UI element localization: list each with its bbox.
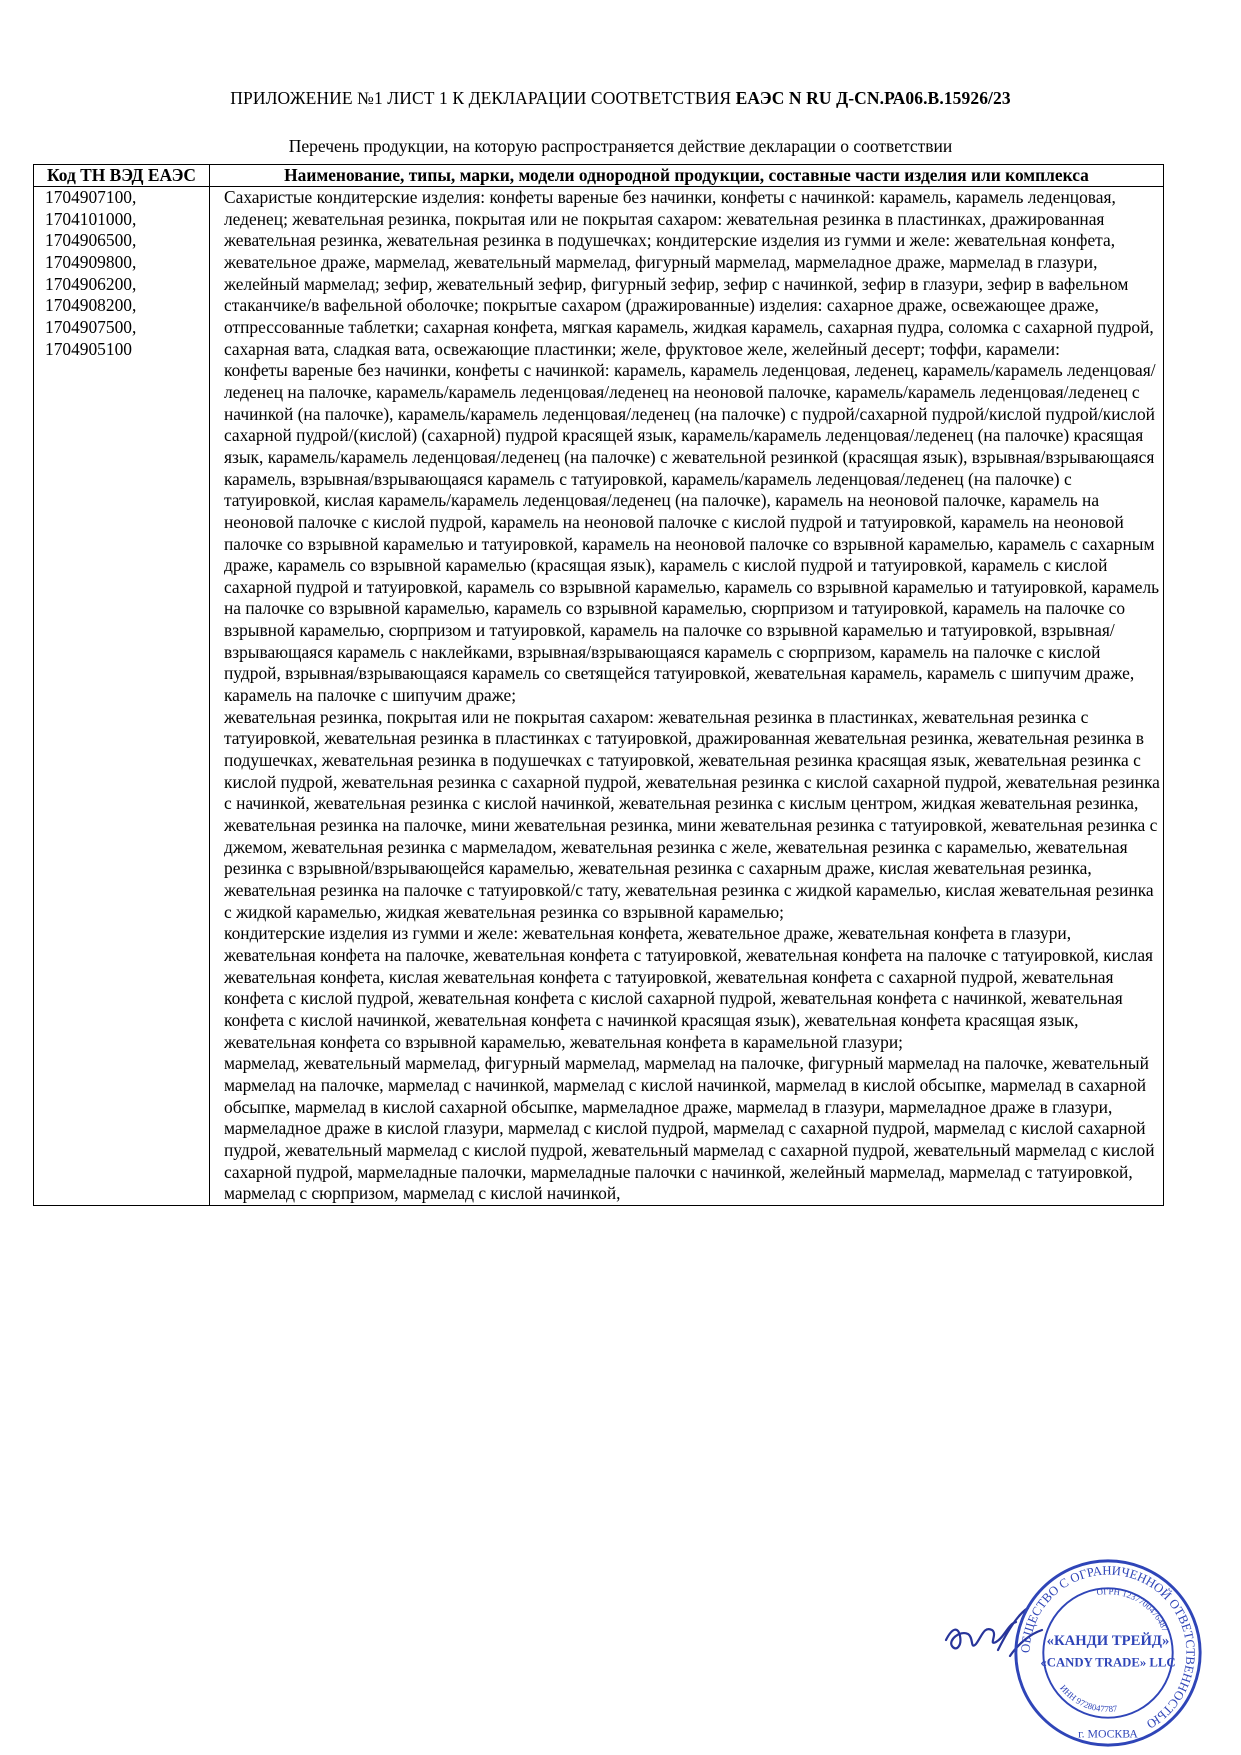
code-item: 1704907500, — [45, 316, 137, 337]
code-item: 1704909800, — [45, 251, 137, 272]
code-item: 1704101000, — [45, 208, 137, 229]
description-cell — [210, 187, 1164, 1206]
page-title — [0, 88, 1241, 109]
title-regular: ПРИЛОЖЕНИЕ №1 ЛИСТ 1 К ДЕКЛАРАЦИИ СООТВЕТСТВИЯ — [230, 88, 736, 108]
description-paragraph: Сахаристые кондитерские изделия: конфеты вареные без начинки, конфеты с начинкой: карамель, карамель леденцовая, леденец; жевательная резинка, покрытая или не покрытая сахаром: жевательная резинка в пластинках, дражированная жевательная резинка, жевательная резинка в подушечках; кондитерские изделия из гумми и желе: жевательная конфета, жевательное драже, мармелад, жевательный мармелад, фигурный мармелад, мармеладное драже, мармелад в глазури, желейный мармелад; зефир, жевательный зефир, фигурный зефир, зефир с начинкой, зефир в глазури, зефир в вафельном стаканчике/в вафельной оболочке; покрытые сахаром (дражированные) изделия: сахарное драже, освежающее драже, отпрессованные таблетки; сахарная конфета, мягкая карамель, жидкая карамель, сахарная пудра, соломка с сахарной пудрой, сахарная вата, сладкая вата, освежающие пластинки; желе, фруктовое желе, желейный десерт; тоффи, карамели: — [224, 187, 1154, 359]
code-item: 1704906500, — [45, 230, 137, 251]
table-row — [34, 187, 1164, 1206]
product-table — [33, 164, 1164, 1206]
stamp-ring-text: ОБЩЕСТВО С ОГРАНИЧЕННОЙ ОТВЕТСТВЕННОСТЬЮ — [1018, 1563, 1198, 1732]
stamp-name-ru: «КАНДИ ТРЕЙД» — [1046, 1633, 1170, 1650]
company-stamp — [1010, 1555, 1206, 1751]
col-header-name: Наименование, типы, марки, модели однородной продукции, составные части изделия или комплекса — [210, 165, 1164, 187]
stamp-name-en: «CANDY TRADE» LLC — [1040, 1655, 1176, 1670]
code-item: 1704906200, — [45, 273, 137, 294]
table-header-row — [34, 165, 1164, 187]
stamp-ogrn: ОГРН 1237700476487 — [1095, 1586, 1171, 1634]
code-item: 1704907100, — [45, 187, 137, 207]
code-item: 1704905100 — [45, 338, 132, 359]
stamp-city: г. МОСКВА — [1078, 1727, 1138, 1741]
description-paragraph: мармелад, жевательный мармелад, фигурный мармелад, мармелад на палочке, фигурный мармелад на палочке, жевательный мармелад на палочке, мармелад с начинкой, мармелад с кислой начинкой, мармелад в кислой обсыпке, мармелад в сахарной обсыпке, мармелад в кислой сахарной обсыпке, мармеладное драже, мармелад в глазури, мармеладное драже в глазури, мармеладное драже в кислой глазури, мармелад с кислой пудрой, мармелад с сахарной пудрой, мармелад с кислой сахарной пудрой, жевательный мармелад с кислой пудрой, жевательный мармелад с сахарной пудрой, жевательный мармелад с кислой сахарной пудрой, мармеладные палочки, мармеладные палочки с начинкой, желейный мармелад, мармелад с татуировкой, мармелад с сюрпризом, мармелад с кислой начинкой, — [224, 1053, 1155, 1204]
description-paragraph: конфеты вареные без начинки, конфеты с начинкой: карамель, карамель леденцовая, леденец, карамель/карамель леденцовая/леденец на палочке, карамель/карамель леденцовая/леденец на неоновой палочке, карамель/карамель леденцовая/леденец с начинкой (на палочке), карамель/карамель леденцовая/леденец (на палочке) с пудрой/сахарной пудрой/кислой пудрой/кислой сахарной пудрой/(кислой) (сахарной) пудрой красящей язык, карамель/карамель леденцовая/леденец (на палочке) красящая язык, карамель/карамель леденцовая/леденец (на палочке) с жевательной резинкой (красящая язык), взрывная/взрывающаяся карамель, взрывная/взрывающаяся карамель с татуировкой, карамель/карамель леденцовая/леденец (на палочке) с татуировкой, кислая карамель/карамель леденцовая/леденец (на палочке), карамель на неоновой палочке, карамель на неоновой палочке с кислой пудрой, карамель на неоновой палочке с кислой пудрой и татуировкой, карамель на неоновой палочке со взрывной карамелью и татуировкой, карамель на неоновой палочке со взрывной карамелью, карамель с сахарным драже, карамель со взрывной карамелью (красящая язык), карамель с кислой пудрой и татуировкой, карамель с кислой сахарной пудрой и татуировкой, карамель со взрывной карамелью, карамель со взрывной карамелью и татуировкой, карамель на палочке со взрывной карамелью, карамель со взрывной карамелью, сюрпризом и татуировкой, карамель на палочке со взрывной карамелью, сюрпризом и татуировкой, карамель на палочке со взрывной карамелью и татуировкой, взрывная/взрывающаяся карамель с наклейками, взрывная/взрывающаяся карамель с сюрпризом, карамель на палочке с кислой пудрой, взрывная/взрывающаяся карамель со светящейся татуировкой, жевательная карамель, карамель с шипучим драже, карамель на палочке с шипучим драже; — [224, 360, 1160, 706]
declaration-number: ЕАЭС N RU Д-CN.РА06.В.15926/23 — [735, 88, 1011, 108]
code-item: 1704908200, — [45, 295, 137, 316]
stamp-inn: ИНН 9728047787 — [1058, 1682, 1118, 1714]
description-paragraph: жевательная резинка, покрытая или не покрытая сахаром: жевательная резинка в пластинках, жевательная резинка с татуировкой, жевательная резинка в пластинках с татуировкой, дражированная жевательная резинка, жевательная резинка в подушечках, жевательная резинка в подушечках с татуировкой, жевательная резинка красящая язык, жевательная резинка с кислой пудрой, жевательная резинка с сахарной пудрой, жевательная резинка с кислой сахарной пудрой, жевательная резинка с начинкой, жевательная резинка с кислой начинкой, жевательная резинка с кислым центром, жидкая жевательная резинка, жевательная резинка на палочке, мини жевательная резинка, мини жевательная резинка с татуировкой, жевательная резинка с джемом, жевательная резинка с мармеладом, жевательная резинка с желе, жевательная резинка с карамелью, жевательная резинка с взрывной/взрывающейся карамелью, жевательная резинка с сахарным драже, кислая жевательная резинка, жевательная резинка на палочке с татуировкой/с тату, жевательная резинка с жидкой карамелью, кислая жевательная резинка с жидкой карамелью, жидкая жевательная резинка со взрывной карамелью; — [224, 706, 1160, 922]
page-subtitle: Перечень продукции, на которую распространяется действие декларации о соответствии — [288, 136, 953, 156]
code-cell — [34, 187, 210, 1206]
col-header-code: Код ТН ВЭД ЕАЭС — [34, 165, 210, 187]
description-paragraph: кондитерские изделия из гумми и желе: жевательная конфета, жевательное драже, жевательная конфета в глазури, жевательная конфета на палочке, жевательная конфета с татуировкой, жевательная конфета на палочке с татуировкой, кислая жевательная конфета, кислая жевательная конфета с татуировкой, жевательная конфета с сахарной пудрой, жевательная конфета с кислой пудрой, жевательная конфета с кислой сахарной пудрой, жевательная конфета с начинкой, жевательная конфета с кислой начинкой, жевательная конфета с начинкой красящая язык), жевательная конфета красящая язык, жевательная конфета со взрывной карамелью, жевательная конфета в карамельной глазури; — [224, 923, 1154, 1052]
